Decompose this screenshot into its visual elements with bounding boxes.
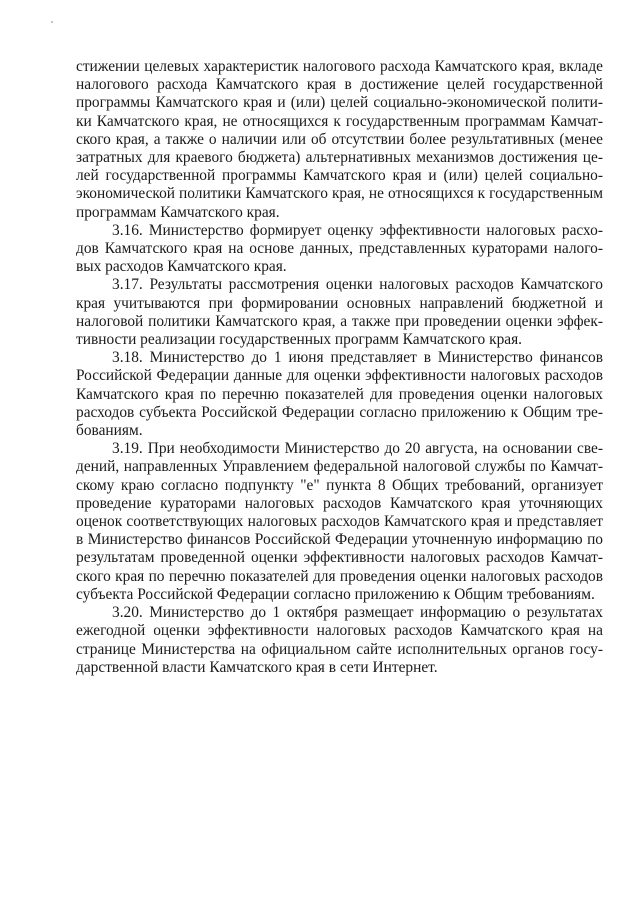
scan-speck — [51, 21, 53, 23]
paragraph-3-17: 3.17. Результаты рассмотрения оценки налоговых расходов Камчатского края учитываются при формировании основных направлений бюджетной и налоговой политики Камчатского края, а также при проведении оценки эффективности реализации государственных программ Камчатского края. — [76, 276, 603, 349]
paragraph-3-18: 3.18. Министерство до 1 июня представляет в Министерство финансов Российской Федерации данные для оценки эффективности налоговых расходов Камчатского края по перечню показателей для проведения оценки налоговых расходов субъекта Российской Федерации согласно приложению к Общим требованиям. — [76, 349, 603, 440]
document-body — [76, 58, 603, 677]
paragraph-3-16: 3.16. Министерство формирует оценку эффективности налоговых расходов Камчатского края на основе данных, представленных кураторами налоговых расходов Камчатского края. — [76, 221, 603, 276]
paragraph-continuation: стижении целевых характеристик налогового расхода Камчатского края, вкладе налогового расхода Камчатского края в достижение целей государственной программы Камчатского края и (или) целей социально-экономической политики Камчатского края, не относящихся к государственным программам Камчатского края, а также о наличии или об отсутствии более результативных (менее затратных для краевого бюджета) альтернативных механизмов достижения целей государственной программы Камчатского края и (или) целей социально-экономической политики Камчатского края, не относящихся к государственным программам Камчатского края. — [76, 58, 603, 221]
paragraph-3-19: 3.19. При необходимости Министерство до 20 августа, на основании сведений, направленных Управлением федеральной налоговой службы по Камчатскому краю согласно подпункту "е" пункта 8 Общих требований, организует проведение кураторами налоговых расходов Камчатского края уточняющих оценок соответствующих налоговых расходов Камчатского края и представляет в Министерство финансов Российской Федерации уточненную информацию по результатам проведенной оценки эффективности налоговых расходов Камчатского края по перечню показателей для проведения оценки налоговых расходов субъекта Российской Федерации согласно приложению к Общим требованиям. — [76, 440, 603, 603]
paragraph-3-20: 3.20. Министерство до 1 октября размещает информацию о результатах ежегодной оценки эффективности налоговых расходов Камчатского края на странице Министерства на официальном сайте исполнительных органов государственной власти Камчатского края в сети Интернет. — [76, 604, 603, 676]
